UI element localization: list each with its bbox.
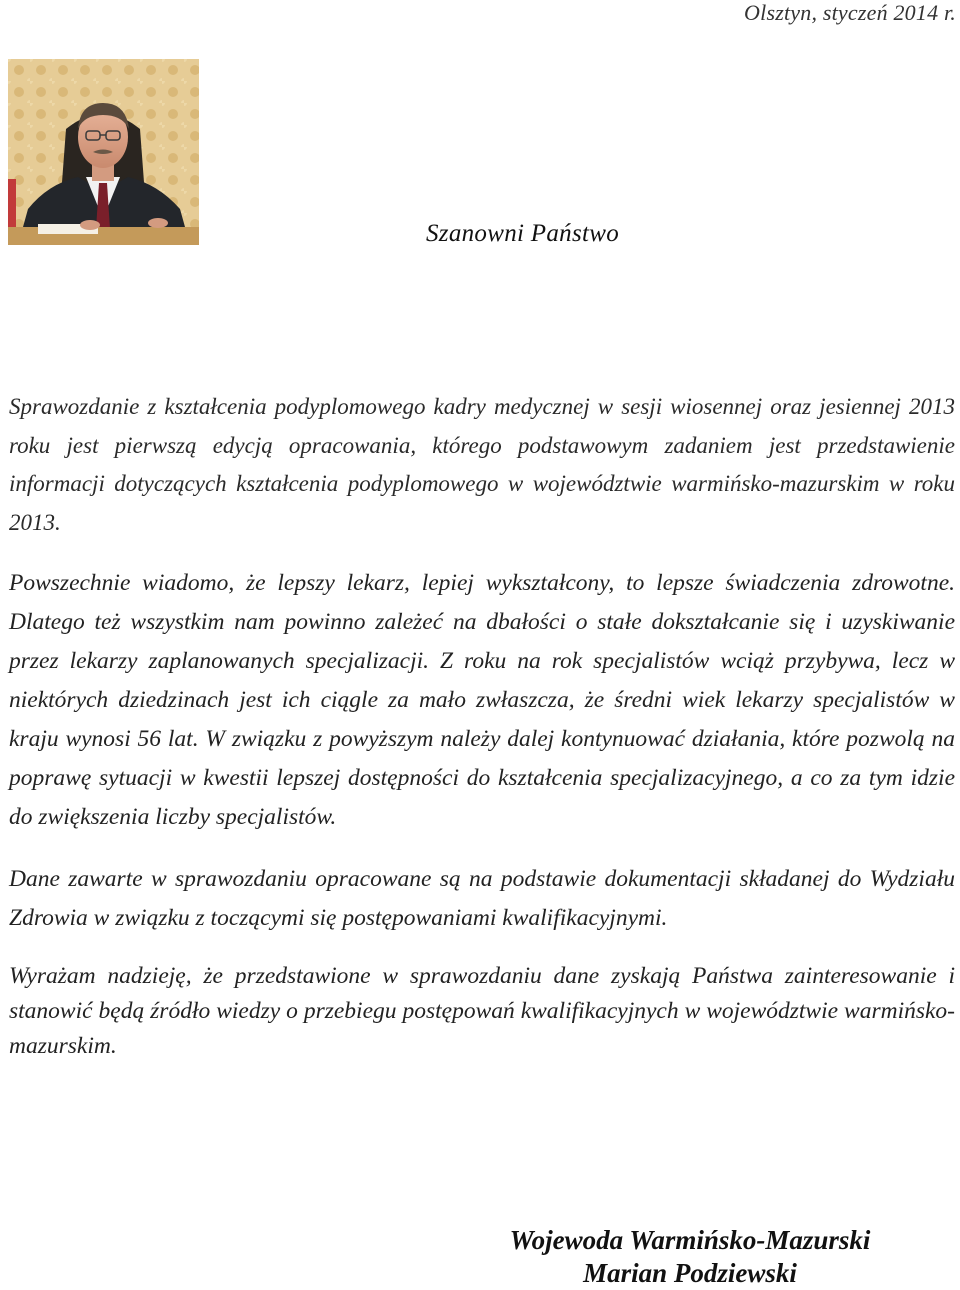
- body-paragraph: Powszechnie wiadomo, że lepszy lekarz, lepiej wykształcony, to lepsze świadczenia zdrowotne. Dlatego też wszystkim nam powinno zależeć na dbałości o stałe dokształcanie się i uzyskiwanie przez lekarzy zaplanowanych specjalizacji. Z roku na rok specjalistów wciąż przybywa, lecz w niektórych dziedzinach jest ich ciągle za mało zwłaszcza, że średni wiek lekarzy specjalistów w kraju wynosi 56 lat. W związku z powyższym należy dalej kontynuować działania, które pozwolą na poprawę sytuacji w kwestii lepszej dostępności do kształcenia specjalizacyjnego, a co za tym idzie do zwiększenia liczby specjalistów.: [9, 570, 955, 830]
- data-source-paragraph: Dane zawarte w sprawozdaniu opracowane są na podstawie dokumentacji składanej do Wydziału Zdrowia w związku z toczącymi się postępowaniami kwalifikacyjnymi.: [9, 866, 955, 931]
- signature-title: Wojewoda Warmińsko-Mazurski: [509, 1225, 871, 1255]
- signature-block: [440, 1224, 940, 1290]
- document-date: Olsztyn, styczeń 2014 r.: [744, 0, 956, 25]
- intro-paragraph: Sprawozdanie z kształcenia podyplomowego kadry medycznej w sesji wiosennej oraz jesiennej 2013 roku jest pierwszą edycją opracowania, którego podstawowym zadaniem jest przedstawienie informacji dotyczących kształcenia podyplomowego w województwie warmińsko-mazurskim w roku 2013.: [9, 394, 955, 535]
- portrait-photo: [8, 59, 199, 245]
- salutation-heading: Szanowni Państwo: [426, 220, 620, 247]
- closing-paragraph: Wyrażam nadzieję, że przedstawione w sprawozdaniu dane zyskają Państwa zainteresowanie i stanowić będą źródło wiedzy o przebiegu postępowań kwalifikacyjnych w województwie warmińsko-mazurskim.: [9, 963, 955, 1059]
- signature-name: Marian Podziewski: [583, 1258, 797, 1288]
